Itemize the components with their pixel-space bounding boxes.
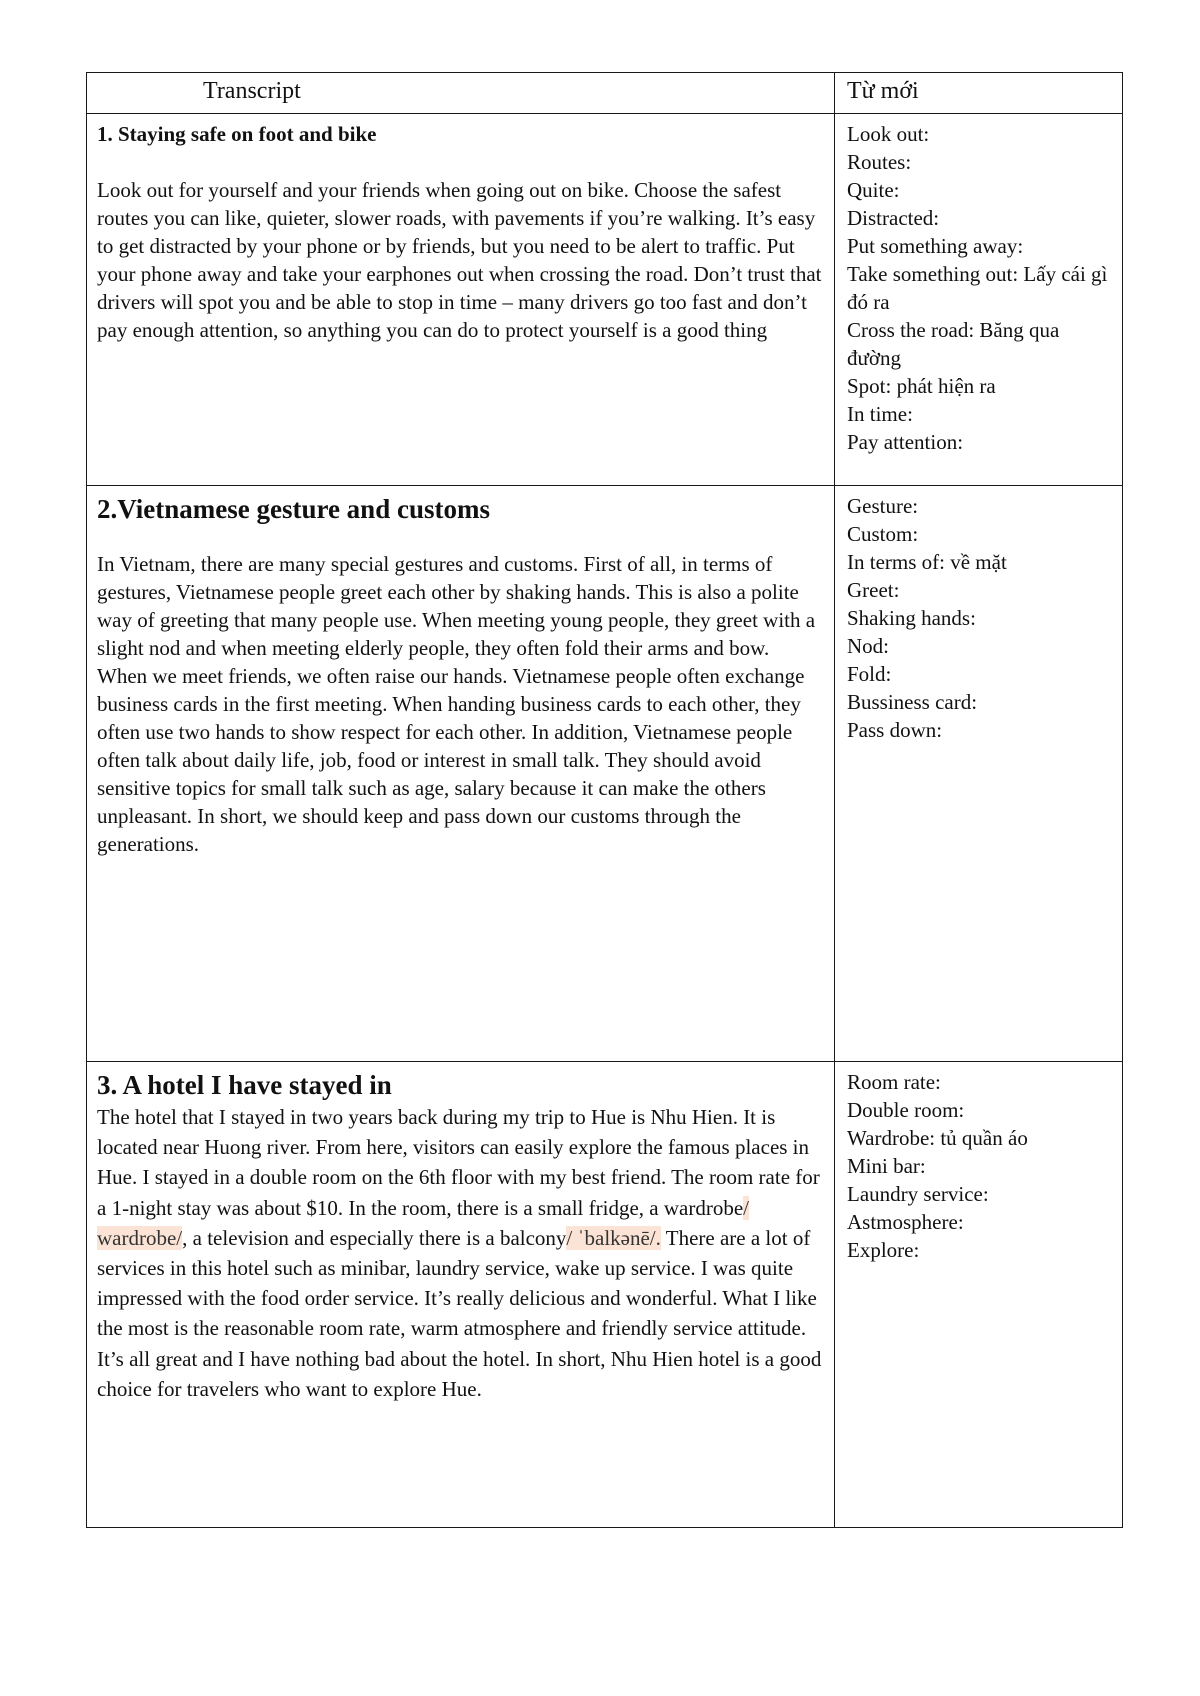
vocab-item: Double room: bbox=[847, 1098, 965, 1122]
vocab-cell-3 bbox=[835, 1062, 1123, 1528]
vocab-item: Cross the road: Băng qua đường bbox=[847, 318, 1060, 370]
paragraph-text: The hotel that I stayed in two years back during my trip to Hue is Nhu Hien. It is located near Huong river. From here, visitors can easily explore the famous places in Hue. I stayed in a double room on the 6th floor with my best friend. The room rate for a 1-night stay was about $10. In the room, there is a small fridge, a wardrobe bbox=[97, 1105, 820, 1220]
vocab-item: Nod: bbox=[847, 634, 889, 658]
vocab-item: In terms of: về mặt bbox=[847, 550, 1007, 574]
vocab-cell-1 bbox=[835, 114, 1123, 486]
transcript-cell-2 bbox=[87, 486, 835, 1062]
header-vocab: Từ mới bbox=[835, 73, 1123, 114]
vocab-item: Astmosphere: bbox=[847, 1210, 964, 1234]
phonetic-highlight: / ˈbalkənē/. bbox=[566, 1225, 661, 1250]
vocab-item: Quite: bbox=[847, 178, 900, 202]
vocab-item: Greet: bbox=[847, 578, 900, 602]
vocab-item: Room rate: bbox=[847, 1070, 941, 1094]
phonetic-highlight: / wardrobe/ bbox=[97, 1195, 749, 1250]
table-row bbox=[87, 486, 1123, 1062]
vocab-item: Bussiness card: bbox=[847, 690, 978, 714]
vocab-item: Custom: bbox=[847, 522, 919, 546]
vocab-item: Pay attention: bbox=[847, 430, 964, 454]
vocab-item: Distracted: bbox=[847, 206, 940, 230]
section-paragraph-1: Look out for yourself and your friends when going out on bike. Choose the safest routes you can like, quieter, slower roads, with pavements if you’re walking. It’s easy to get distracted by your phone or by friends, but you need to be alert to traffic. Put your phone away and take your earphones out when crossing the road. Don’t trust that drivers will spot you and be able to stop in time – many drivers go too fast and don’t pay enough attention, so anything you can do to protect yourself is a good thing bbox=[97, 178, 822, 342]
vocab-item: Look out: bbox=[847, 122, 930, 146]
section-title-3: 3. A hotel I have stayed in bbox=[97, 1070, 392, 1100]
vocab-item: Gesture: bbox=[847, 494, 919, 518]
vocab-item: Fold: bbox=[847, 662, 892, 686]
section-paragraph-3 bbox=[97, 1102, 824, 1404]
transcript-cell-3 bbox=[87, 1062, 835, 1528]
vocab-list-1 bbox=[847, 120, 1114, 456]
table-row bbox=[87, 1062, 1123, 1528]
vocab-item: Put something away: bbox=[847, 234, 1024, 258]
section-title-1: 1. Staying safe on foot and bike bbox=[97, 122, 377, 146]
vocabulary-table bbox=[86, 72, 1123, 1528]
vocab-item: Laundry service: bbox=[847, 1182, 989, 1206]
table-row bbox=[87, 114, 1123, 486]
vocab-item: Shaking hands: bbox=[847, 606, 976, 630]
vocab-item: Wardrobe: tủ quần áo bbox=[847, 1126, 1028, 1150]
section-title-2: 2.Vietnamese gesture and customs bbox=[97, 494, 490, 524]
vocab-cell-2 bbox=[835, 486, 1123, 1062]
header-transcript: Transcript bbox=[87, 73, 835, 114]
vocab-item: Mini bar: bbox=[847, 1154, 926, 1178]
table-header-row bbox=[87, 73, 1123, 114]
vocab-list-2 bbox=[847, 492, 1114, 744]
paragraph-text: There are a lot of services in this hotel such as minibar, laundry service, wake up service. I was quite impressed with the food order service. It’s really delicious and wonderful. What I like the most is the reasonable room rate, warm atmosphere and friendly service attitude. It’s all great and I have nothing bad about the hotel. In short, Nhu Hien hotel is a good choice for travelers who want to explore Hue. bbox=[97, 1225, 822, 1401]
transcript-cell-1 bbox=[87, 114, 835, 486]
vocab-item: Routes: bbox=[847, 150, 912, 174]
vocab-item: In time: bbox=[847, 402, 913, 426]
section-paragraph-2: In Vietnam, there are many special gestures and customs. First of all, in terms of gestures, Vietnamese people greet each other by shaking hands. This is also a polite way of greeting that many people use. When meeting young people, they greet with a slight nod and when meeting elderly people, they often fold their arms and bow. When we meet friends, we often raise our hands. Vietnamese people often exchange business cards in the first meeting. When handing business cards to each other, they often use two hands to show respect for each other. In addition, Vietnamese people often talk about daily life, job, food or interest in small talk. They should avoid sensitive topics for small talk such as age, salary because it can make the others unpleasant. In short, we should keep and pass down our customs through the generations. bbox=[97, 552, 816, 856]
vocab-item: Pass down: bbox=[847, 718, 943, 742]
paragraph-text: , a television and especially there is a balcony bbox=[182, 1225, 567, 1250]
vocab-list-3 bbox=[847, 1068, 1114, 1264]
vocab-item: Spot: phát hiện ra bbox=[847, 374, 996, 398]
vocab-item: Take something out: Lấy cái gì đó ra bbox=[847, 262, 1108, 314]
vocab-item: Explore: bbox=[847, 1238, 920, 1262]
